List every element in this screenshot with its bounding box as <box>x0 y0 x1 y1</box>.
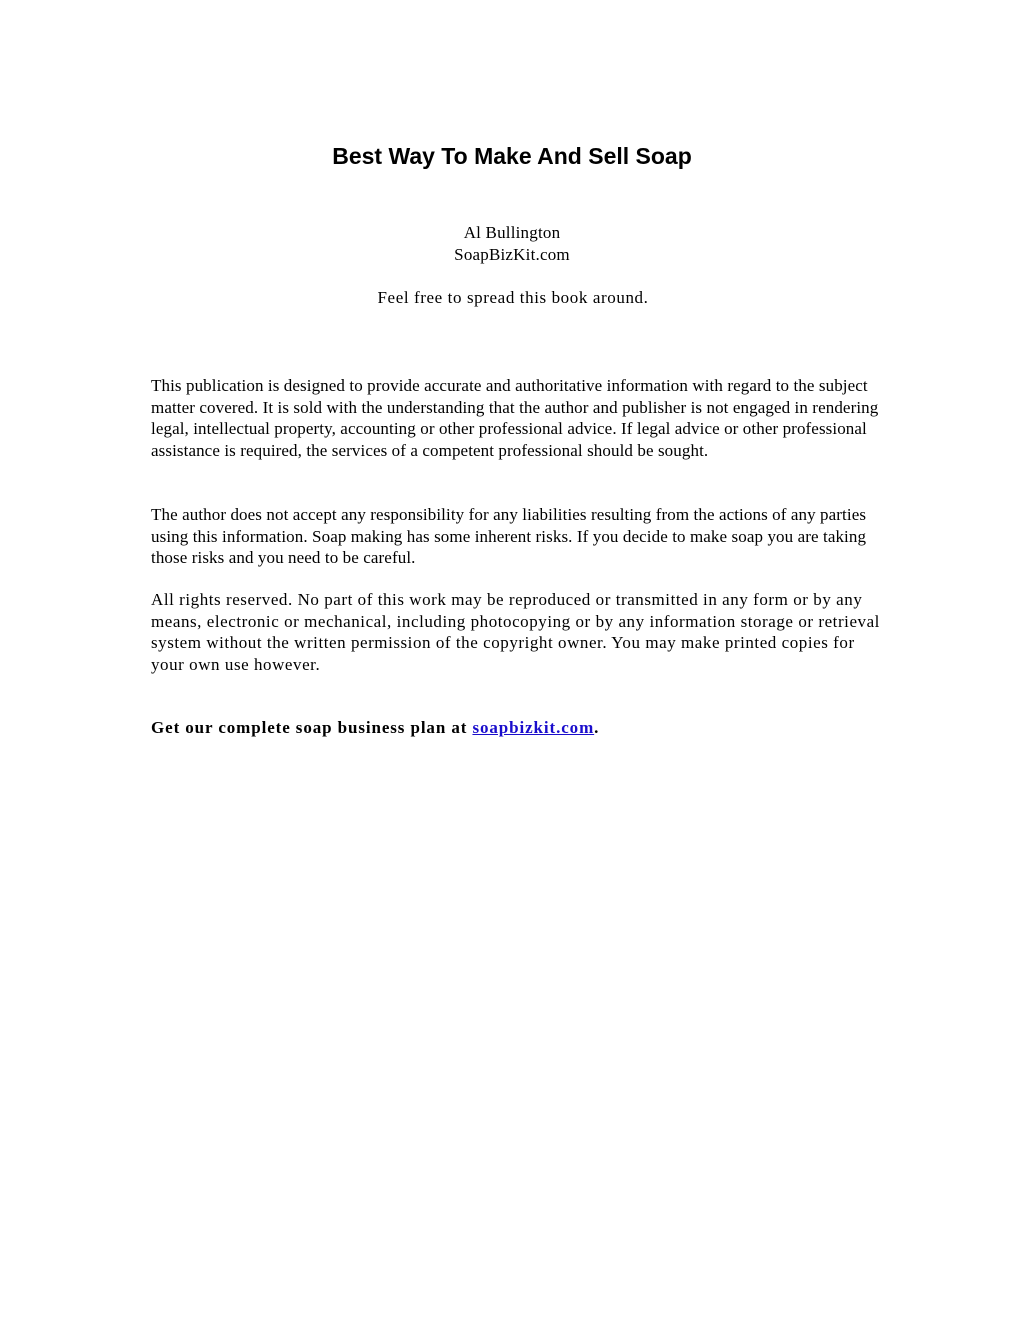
soapbizkit-link[interactable]: soapbizkit.com <box>472 718 595 737</box>
author-website: SoapBizKit.com <box>454 245 570 264</box>
document-title: Best Way To Make And Sell Soap <box>332 143 692 169</box>
spread-note: Feel free to spread this book around. <box>377 288 649 307</box>
author-name: Al Bullington <box>463 223 561 242</box>
callout-suffix: . <box>594 718 600 737</box>
disclaimer-paragraph: This publication is designed to provide accurate and authoritative information with regard to the subject matter covered. It is sold with the understanding that the author and publisher is not engaged in rendering legal, intellectual property, accounting or other professional advice. If legal advice or other professional assistance is required, the services of a competent professional should be sought. <box>151 376 879 460</box>
liability-paragraph: The author does not accept any responsibility for any liabilities resulting from the actions of any parties using this information. Soap making has some inherent risks. If you decide to make soap you are taking those risks and you need to be careful. <box>151 505 867 567</box>
business-plan-callout <box>151 717 881 739</box>
callout-prefix: Get our complete soap business plan at <box>151 718 473 737</box>
rights-paragraph: All rights reserved. No part of this work may be reproduced or transmitted in any form or by any means, electronic or mechanical, including photocopying or by any information storage or retrieval system without the written permission of the copyright owner. You may make printed copies for your own use however. <box>151 590 880 674</box>
